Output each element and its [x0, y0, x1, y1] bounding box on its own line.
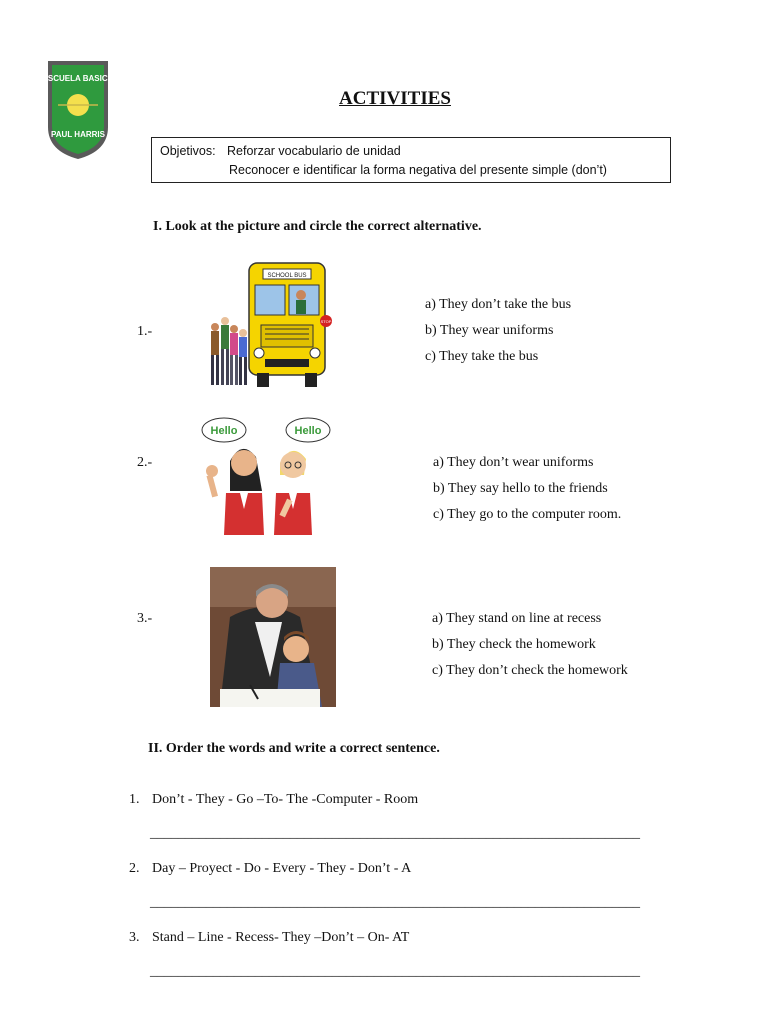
section-2-heading: II. Order the words and write a correct sentence. — [148, 741, 440, 756]
page-title: ACTIVITIES — [339, 88, 451, 109]
section-1-heading: I. Look at the picture and circle the correct alternative. — [153, 219, 482, 234]
item-3-words: Stand – Line - Recess- They –Don’t – On- AT — [152, 930, 410, 945]
logo-text-bottom: PAUL HARRIS — [51, 130, 105, 139]
q3-option-b[interactable]: b) They check the homework — [432, 637, 596, 652]
answer-line-1[interactable]: ______________________________________________________________________ — [150, 826, 640, 841]
speech-bubble-1: Hello — [210, 425, 238, 437]
stop-sign: STOP — [320, 319, 332, 324]
question-2-number: 2.- — [137, 455, 153, 470]
item-1-words: Don’t - They - Go –To- The -Computer - Room — [152, 792, 419, 807]
objective-line-2: Reconocer e identificar la forma negativa del presente simple (don’t) — [229, 163, 607, 177]
answer-line-2[interactable]: ______________________________________________________________________ — [150, 895, 640, 910]
answer-line-3[interactable]: ______________________________________________________________________ — [150, 964, 640, 979]
bus-sign: SCHOOL BUS — [267, 273, 307, 279]
q1-option-b[interactable]: b) They wear uniforms — [425, 323, 554, 338]
item-1-number: 1. — [129, 792, 140, 807]
teacher-and-student-picture — [210, 567, 336, 707]
objectives-label: Objetivos: — [160, 144, 216, 158]
q2-option-a[interactable]: a) They don’t wear uniforms — [433, 455, 594, 470]
objective-line-1: Reforzar vocabulario de unidad — [227, 144, 401, 158]
q1-option-c[interactable]: c) They take the bus — [425, 349, 539, 364]
q3-option-c[interactable]: c) They don’t check the homework — [432, 663, 628, 678]
q1-option-a[interactable]: a) They don’t take the bus — [425, 297, 572, 312]
school-logo — [38, 55, 118, 167]
question-1-number: 1.- — [137, 324, 153, 339]
question-3-number: 3.- — [137, 611, 153, 626]
kids-saying-hello-picture — [196, 413, 338, 541]
objectives-box — [151, 137, 671, 183]
item-3-number: 3. — [129, 930, 140, 945]
speech-bubble-2: Hello — [294, 425, 322, 437]
q3-option-a[interactable]: a) They stand on line at recess — [432, 611, 602, 626]
logo-text-top: ESCUELA BASICA — [42, 74, 114, 83]
q2-option-c[interactable]: c) They go to the computer room. — [433, 507, 622, 522]
q2-option-b[interactable]: b) They say hello to the friends — [433, 481, 608, 496]
item-2-words: Day – Proyect - Do - Every - They - Don’t - A — [152, 861, 412, 876]
item-2-number: 2. — [129, 861, 140, 876]
school-bus-picture — [205, 255, 335, 393]
